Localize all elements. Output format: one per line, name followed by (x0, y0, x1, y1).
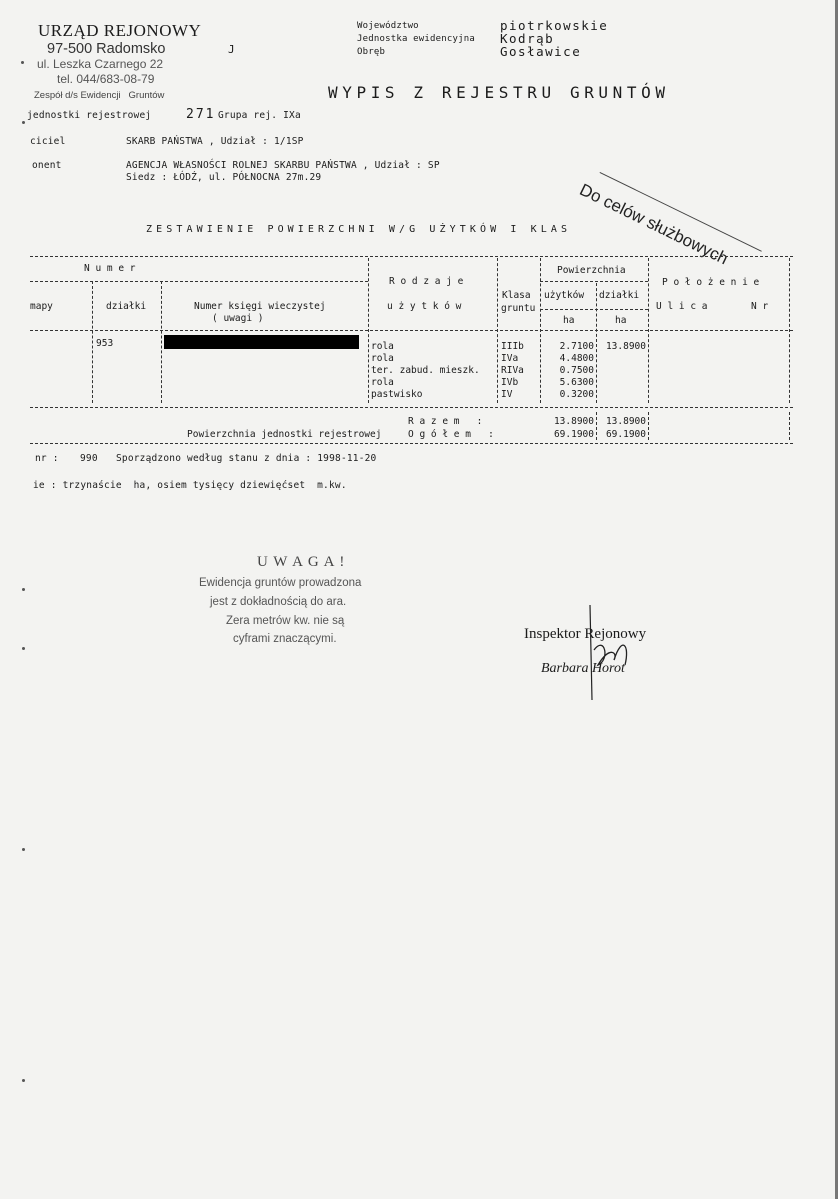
soil-class: IVb (501, 377, 519, 388)
margin-mark (22, 121, 25, 124)
margin-mark (22, 1079, 25, 1082)
prepared-date: Sporządzono według stanu z dnia : 1998-11-20 (116, 453, 377, 464)
note-line4: cyframi znaczącymi. (233, 633, 337, 645)
parcel-area: 13.8900 (605, 341, 646, 352)
table-divider (648, 258, 649, 403)
table-divider (92, 281, 93, 403)
table-bottom-rule (30, 443, 793, 444)
user-label: onent (32, 160, 62, 171)
registry-number: 271 (186, 107, 216, 122)
table-rule (30, 281, 368, 282)
header-mapy: mapy (30, 301, 53, 312)
user-text-line2: Siedz : ŁÓDŹ, ul. PÓŁNOCNA 27m.29 (126, 172, 322, 183)
ogolem-uzytkow: 69.1900 (553, 429, 594, 440)
note-line2: jest z dokładnością do ara. (210, 596, 347, 608)
area-value: 0.7500 (559, 365, 594, 376)
margin-mark (22, 647, 25, 650)
voivodeship-value: piotrkowskie (500, 18, 609, 33)
soil-class: IVa (501, 353, 519, 364)
table-divider (497, 258, 498, 403)
signature-title: Inspektor Rejonowy (524, 626, 647, 642)
registry-label: jednostki rejestrowej (27, 110, 152, 121)
footer-nr-label: nr : (35, 453, 59, 464)
table-divider (161, 281, 162, 403)
header-uwagi: ( uwagi ) (212, 313, 264, 324)
razem-label: R a z e m : (408, 416, 483, 427)
table-divider (540, 258, 541, 403)
note-line1: Ewidencja gruntów prowadzona (199, 577, 362, 589)
unit-label: Jednostka ewidencyjna (357, 34, 475, 44)
razem-dzialki: 13.8900 (605, 416, 646, 427)
footer-nr-value: 990 (80, 453, 98, 464)
handwritten-signature (580, 605, 640, 705)
area-value: 5.6300 (559, 377, 594, 388)
header-klasa: Klasa (502, 290, 531, 301)
land-type-row: pastwisko (371, 389, 423, 400)
precinct-value: Gosławice (500, 44, 582, 59)
header-uzytkow: u ż y t k ó w (387, 301, 462, 312)
soil-class: IV (501, 389, 513, 400)
area-value: 4.4800 (559, 353, 594, 364)
header-numer: N u m e r (84, 263, 136, 274)
parcel-number: 953 (96, 338, 114, 349)
table-divider (789, 412, 790, 440)
office-street: ul. Leszka Czarnego 22 (37, 57, 164, 71)
area-value: 0.3200 (559, 389, 594, 400)
document-title: WYPIS Z REJESTRU GRUNTÓW (328, 83, 670, 102)
land-type-row: rola (371, 377, 394, 388)
table-top-rule (30, 256, 793, 257)
stamp-mark: J (228, 43, 235, 56)
table-divider (596, 283, 597, 403)
service-use-stamp: Do celów służbowych (576, 180, 732, 269)
land-type-row: ter. zabud. mieszk. (371, 365, 480, 376)
area-in-words: ie : trzynaście ha, osiem tysięcy dziewięćset m.kw. (33, 480, 347, 491)
header-dzialki: działki (106, 301, 147, 312)
office-name: URZĄD REJONOWY (38, 21, 202, 40)
user-text-line1: AGENCJA WŁASNOŚCI ROLNEJ SKARBU PAŃSTWA , Udział : SP (126, 160, 440, 171)
note-line3: Zera metrów kw. nie są (226, 615, 345, 627)
table-divider (648, 412, 649, 440)
header-ha-dzialki: ha (615, 315, 627, 326)
table-rule (540, 309, 648, 310)
area-value: 2.7100 (559, 341, 594, 352)
office-phone: tel. 044/683-08-79 (57, 72, 155, 86)
office-postal-city: 97-500 Radomsko (47, 41, 166, 57)
voivodeship-label: Województwo (357, 21, 419, 31)
precinct-label: Obręb (357, 47, 386, 57)
soil-class: IIIb (501, 341, 524, 352)
header-rodzaje: R o d z a j e (389, 276, 464, 287)
summary-title: ZESTAWIENIE POWIERZCHNI W/G UŻYTKÓW I KLAS (146, 224, 572, 235)
header-powierzchnia: Powierzchnia (557, 265, 626, 276)
office-department: Zespół d/s Ewidencji Gruntów (34, 90, 165, 101)
header-ulica: U l i c a (656, 301, 708, 312)
header-pow-uzytkow: użytków (544, 290, 585, 301)
land-type-row: rola (371, 353, 394, 364)
header-ksiegi: Numer księgi wieczystej (194, 301, 326, 312)
land-type-row: rola (371, 341, 394, 352)
owner-text: SKARB PAŃSTWA , Udział : 1/1SP (126, 136, 304, 147)
table-body-rule (30, 407, 793, 408)
header-gruntu: gruntu (501, 303, 536, 314)
ogolem-dzialki: 69.1900 (605, 429, 646, 440)
table-header-rule (30, 330, 793, 331)
redacted-block (164, 335, 359, 349)
owner-label: ciciel (30, 136, 66, 147)
header-nr: N r (751, 301, 769, 312)
header-pow-dzialki: działki (599, 290, 640, 301)
signature-name: Barbara Horot (541, 661, 625, 676)
table-divider (596, 412, 597, 440)
ogolem-label: O g ó ł e m : (408, 429, 494, 440)
table-rule (540, 281, 648, 282)
soil-class: RIVa (501, 365, 524, 376)
header-ha-uzytkow: ha (563, 315, 575, 326)
margin-mark (22, 588, 25, 591)
ogolem-caption: Powierzchnia jednostki rejestrowej (187, 429, 382, 440)
table-divider (789, 258, 790, 403)
table-divider (368, 258, 369, 403)
razem-uzytkow: 13.8900 (553, 416, 594, 427)
registry-group: Grupa rej. IXa (218, 110, 301, 121)
header-polozenie: P o ł o ż e n i e (662, 277, 760, 288)
note-title: U W A G A ! (257, 554, 346, 570)
unit-value: Kodrąb (500, 31, 555, 46)
margin-mark (22, 848, 25, 851)
margin-mark (21, 61, 24, 64)
